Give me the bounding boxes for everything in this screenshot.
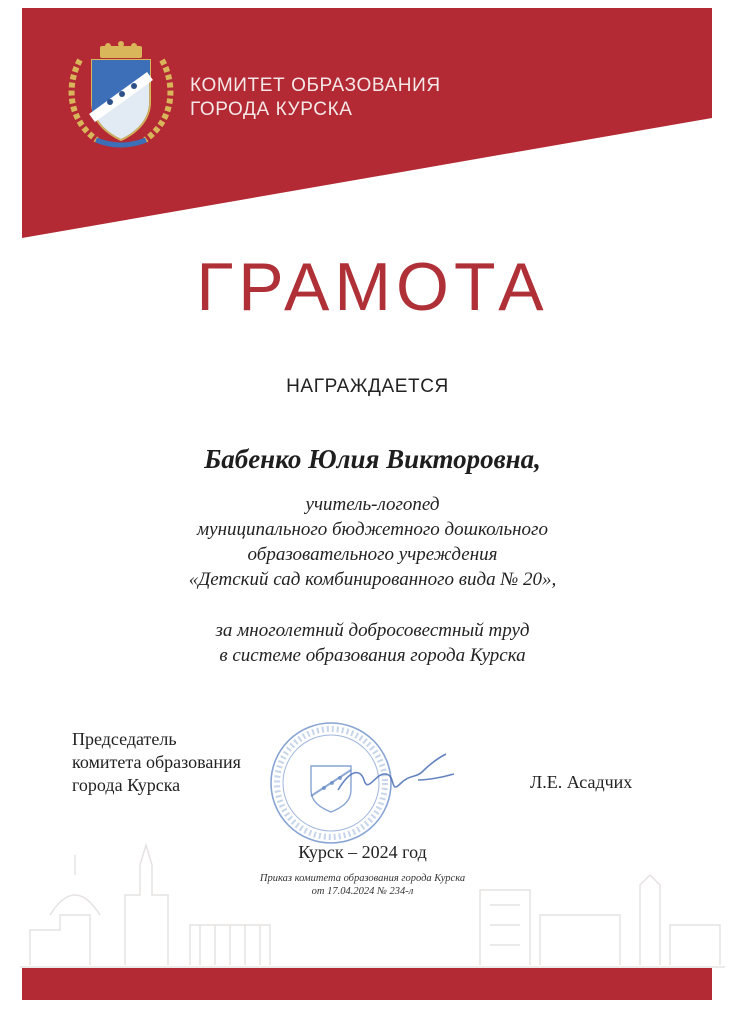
position-line: учитель-логопед: [305, 494, 440, 515]
handwritten-signature-icon: [330, 750, 460, 810]
signer-name: Л.Е. Асадчих: [530, 772, 633, 792]
place-and-year: Курск – 2024 год: [298, 842, 427, 862]
reason-line: в системе образования города Курска: [219, 645, 526, 666]
recipient-name: Бабенко Юлия Викторовна,: [204, 444, 541, 474]
order-line: от 17.04.2024 № 234-л: [311, 886, 414, 897]
kursk-coat-of-arms-icon: [62, 40, 180, 150]
chairman-title-line: комитета образования: [72, 752, 241, 772]
organization-name: [190, 74, 441, 122]
order-reference: [0, 872, 725, 898]
awarded-label: НАГРАЖДАЕТСЯ: [286, 376, 449, 397]
chairman-title-line: города Курска: [72, 775, 181, 795]
position-line: «Детский сад комбинированного вида № 20»,: [188, 569, 557, 590]
certificate-title: ГРАМОТА: [196, 249, 549, 325]
footer-bar: [22, 968, 712, 1000]
position-line: образовательного учреждения: [247, 544, 498, 565]
position-line: муниципального бюджетного дошкольного: [197, 519, 548, 540]
recipient-position: [0, 492, 745, 592]
organization-name-line1: КОМИТЕТ ОБРАЗОВАНИЯ: [190, 75, 441, 96]
chairman-title-line: Председатель: [72, 729, 177, 749]
chairman-title: [72, 728, 241, 797]
organization-name-line2: ГОРОДА КУРСКА: [190, 99, 353, 120]
award-reason: [0, 618, 745, 668]
order-line: Приказ комитета образования города Курска: [259, 873, 466, 884]
reason-line: за многолетний добросовестный труд: [215, 620, 530, 641]
